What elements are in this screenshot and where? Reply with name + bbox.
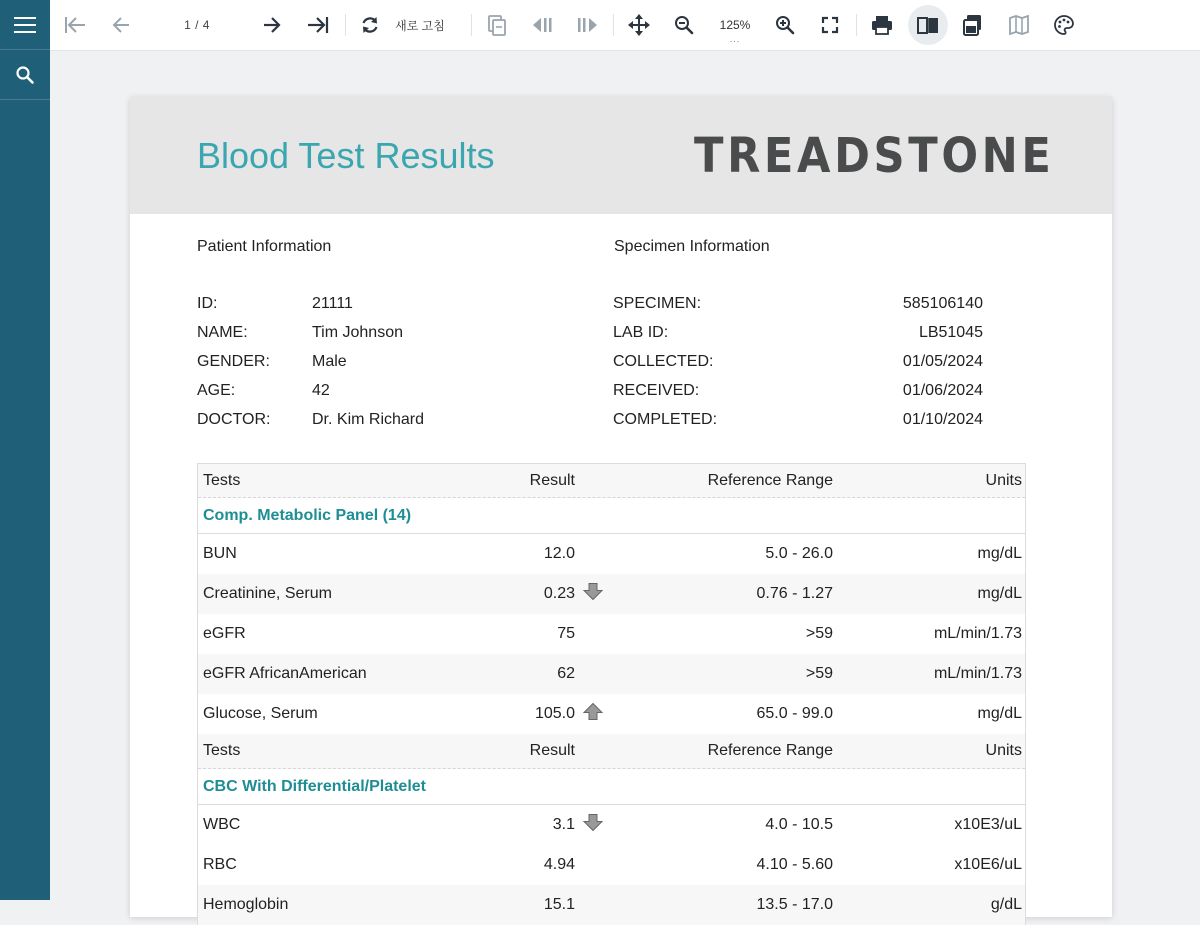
- received-value: 01/06/2024: [902, 382, 983, 399]
- book-icon: [916, 15, 940, 35]
- test-result: 75: [557, 625, 575, 642]
- header-result: Result: [529, 742, 575, 759]
- toolbar-separator: [613, 14, 614, 36]
- fullscreen-button[interactable]: [821, 8, 839, 42]
- table-row: [198, 845, 1025, 885]
- backward-icon: [531, 17, 553, 33]
- table-row: [198, 654, 1025, 694]
- received-label: RECEIVED:: [613, 382, 700, 399]
- arrow-down-icon: [583, 582, 603, 607]
- test-range: 5.0 - 26.0: [765, 545, 833, 562]
- test-result: 105.0: [534, 705, 575, 722]
- test-name: Creatinine, Serum: [203, 585, 332, 602]
- test-range: 65.0 - 99.0: [756, 705, 833, 722]
- test-units: mL/min/1.73: [933, 665, 1022, 682]
- last-page-icon: [307, 15, 329, 35]
- header-tests: Tests: [203, 471, 241, 489]
- results-table: [197, 463, 1026, 925]
- table-row: [198, 614, 1025, 654]
- patient-name-label: NAME:: [197, 324, 248, 341]
- test-range: 4.10 - 5.60: [756, 856, 833, 873]
- map-icon: [1008, 15, 1030, 35]
- test-units: mg/dL: [977, 585, 1022, 602]
- test-range: 13.5 - 17.0: [756, 896, 833, 913]
- patient-gender-value: Male: [312, 353, 347, 370]
- next-page-button[interactable]: [262, 8, 282, 42]
- table-row: [198, 885, 1025, 925]
- export-icon: [487, 14, 507, 36]
- test-name: WBC: [203, 816, 241, 833]
- patient-name-value: Tim Johnson: [312, 324, 403, 341]
- first-page-icon: [64, 15, 86, 35]
- lab-id-value: LB51045: [918, 324, 983, 341]
- arrow-down-icon: [583, 813, 603, 838]
- zoom-more-dots: ...: [729, 34, 741, 44]
- panel-name: Comp. Metabolic Panel (14): [203, 506, 412, 524]
- continuous-view-button[interactable]: [962, 8, 984, 42]
- document-page: [130, 97, 1112, 917]
- logo-text: TREADSTONE: [694, 128, 1055, 184]
- report-title: Blood Test Results: [197, 135, 495, 176]
- test-result: 62: [557, 665, 575, 682]
- header-units: Units: [985, 471, 1022, 489]
- panel-group-row: [198, 498, 1025, 534]
- test-range: >59: [805, 665, 833, 682]
- test-name: BUN: [203, 545, 237, 562]
- report-header: [130, 97, 1112, 214]
- page-indicator[interactable]: [184, 8, 210, 42]
- test-result: 12.0: [543, 545, 575, 562]
- panel-name: CBC With Differential/Platelet: [203, 777, 426, 795]
- export-button[interactable]: [487, 8, 507, 42]
- test-units: x10E3/uL: [954, 816, 1022, 833]
- test-name: Glucose, Serum: [203, 705, 318, 722]
- fullscreen-icon: [821, 16, 839, 34]
- patient-doctor-label: DOCTOR:: [197, 411, 271, 428]
- table-row: [198, 694, 1025, 734]
- arrow-right-icon: [262, 15, 282, 35]
- completed-value: 01/10/2024: [902, 411, 983, 428]
- zoom-in-button[interactable]: [775, 8, 795, 42]
- test-name: eGFR: [203, 625, 246, 642]
- header-result: Result: [529, 471, 575, 489]
- menu-button[interactable]: [0, 0, 50, 50]
- test-name: Hemoglobin: [203, 896, 289, 913]
- map-view-button[interactable]: [1008, 8, 1030, 42]
- header-range: Reference Range: [707, 471, 833, 489]
- theme-button[interactable]: [1053, 8, 1075, 42]
- test-units: g/dL: [990, 896, 1022, 913]
- test-result: 4.94: [543, 856, 575, 873]
- toolbar-separator: [345, 14, 346, 36]
- book-view-button[interactable]: [908, 5, 948, 45]
- palette-icon: [1053, 14, 1075, 36]
- test-range: 0.76 - 1.27: [756, 585, 833, 602]
- refresh-label: 새로 고침: [395, 18, 445, 33]
- hamburger-icon: [14, 16, 36, 34]
- table-row: [198, 805, 1025, 845]
- test-name: RBC: [203, 856, 237, 873]
- specimen-info-heading: Specimen Information: [614, 238, 770, 255]
- header-range: Reference Range: [707, 742, 833, 759]
- forward-button[interactable]: [577, 8, 599, 42]
- specimen-value: 585106140: [902, 295, 983, 312]
- treadstone-logo: [694, 127, 1095, 185]
- table-row: [198, 574, 1025, 614]
- pan-button[interactable]: [628, 8, 650, 42]
- test-units: mL/min/1.73: [933, 625, 1022, 642]
- test-result: 3.1: [552, 816, 575, 833]
- refresh-icon: [360, 15, 380, 35]
- test-result: 15.1: [543, 896, 575, 913]
- first-page-button[interactable]: [64, 8, 86, 42]
- table-header-row: [198, 734, 1025, 769]
- zoom-out-icon: [674, 15, 694, 35]
- header-units: Units: [985, 742, 1022, 759]
- test-range: >59: [805, 625, 833, 642]
- patient-age-label: AGE:: [197, 382, 236, 399]
- test-name: eGFR AfricanAmerican: [203, 665, 367, 682]
- toolbar: [50, 0, 1200, 51]
- page-indicator-text: 1 / 4: [184, 18, 210, 32]
- test-units: mg/dL: [977, 545, 1022, 562]
- test-units: x10E6/uL: [954, 856, 1022, 873]
- table-header-row: [198, 464, 1025, 498]
- patient-age-value: 42: [312, 382, 330, 399]
- collected-value: 01/05/2024: [902, 353, 983, 370]
- patient-info-heading: Patient Information: [197, 238, 332, 255]
- collected-label: COLLECTED:: [613, 353, 714, 370]
- patient-gender-label: GENDER:: [197, 353, 270, 370]
- forward-icon: [577, 17, 599, 33]
- zoom-out-button[interactable]: [674, 8, 694, 42]
- completed-label: COMPLETED:: [613, 411, 718, 428]
- backward-button[interactable]: [531, 8, 553, 42]
- patient-id-label: ID:: [197, 295, 218, 312]
- refresh-label-button[interactable]: [395, 8, 445, 42]
- print-button[interactable]: [871, 8, 893, 42]
- printer-icon: [871, 15, 893, 35]
- toolbar-separator: [471, 14, 472, 36]
- patient-doctor-value: Dr. Kim Richard: [312, 411, 425, 428]
- test-result: 0.23: [543, 585, 575, 602]
- refresh-button[interactable]: [360, 8, 380, 42]
- patient-id-value: 21111: [312, 295, 353, 312]
- test-range: 4.0 - 10.5: [765, 816, 833, 833]
- lab-id-label: LAB ID:: [613, 324, 669, 341]
- zoom-level[interactable]: [720, 8, 751, 42]
- toolbar-separator: [856, 14, 857, 36]
- previous-page-button[interactable]: [111, 8, 131, 42]
- table-row: [198, 534, 1025, 574]
- zoom-in-icon: [775, 15, 795, 35]
- move-icon: [628, 14, 650, 36]
- search-button[interactable]: [0, 50, 50, 100]
- sidebar: [0, 0, 50, 900]
- document-icon: [962, 14, 984, 36]
- zoom-level-value: 125%: [719, 18, 751, 32]
- arrow-left-icon: [111, 15, 131, 35]
- panel-group-row: [198, 769, 1025, 805]
- search-icon: [15, 65, 35, 85]
- last-page-button[interactable]: [307, 8, 329, 42]
- arrow-up-icon: [583, 702, 603, 727]
- zoom-level-text: [719, 18, 751, 44]
- header-tests: Tests: [203, 742, 241, 759]
- specimen-label: SPECIMEN:: [613, 295, 702, 312]
- test-units: mg/dL: [977, 705, 1022, 722]
